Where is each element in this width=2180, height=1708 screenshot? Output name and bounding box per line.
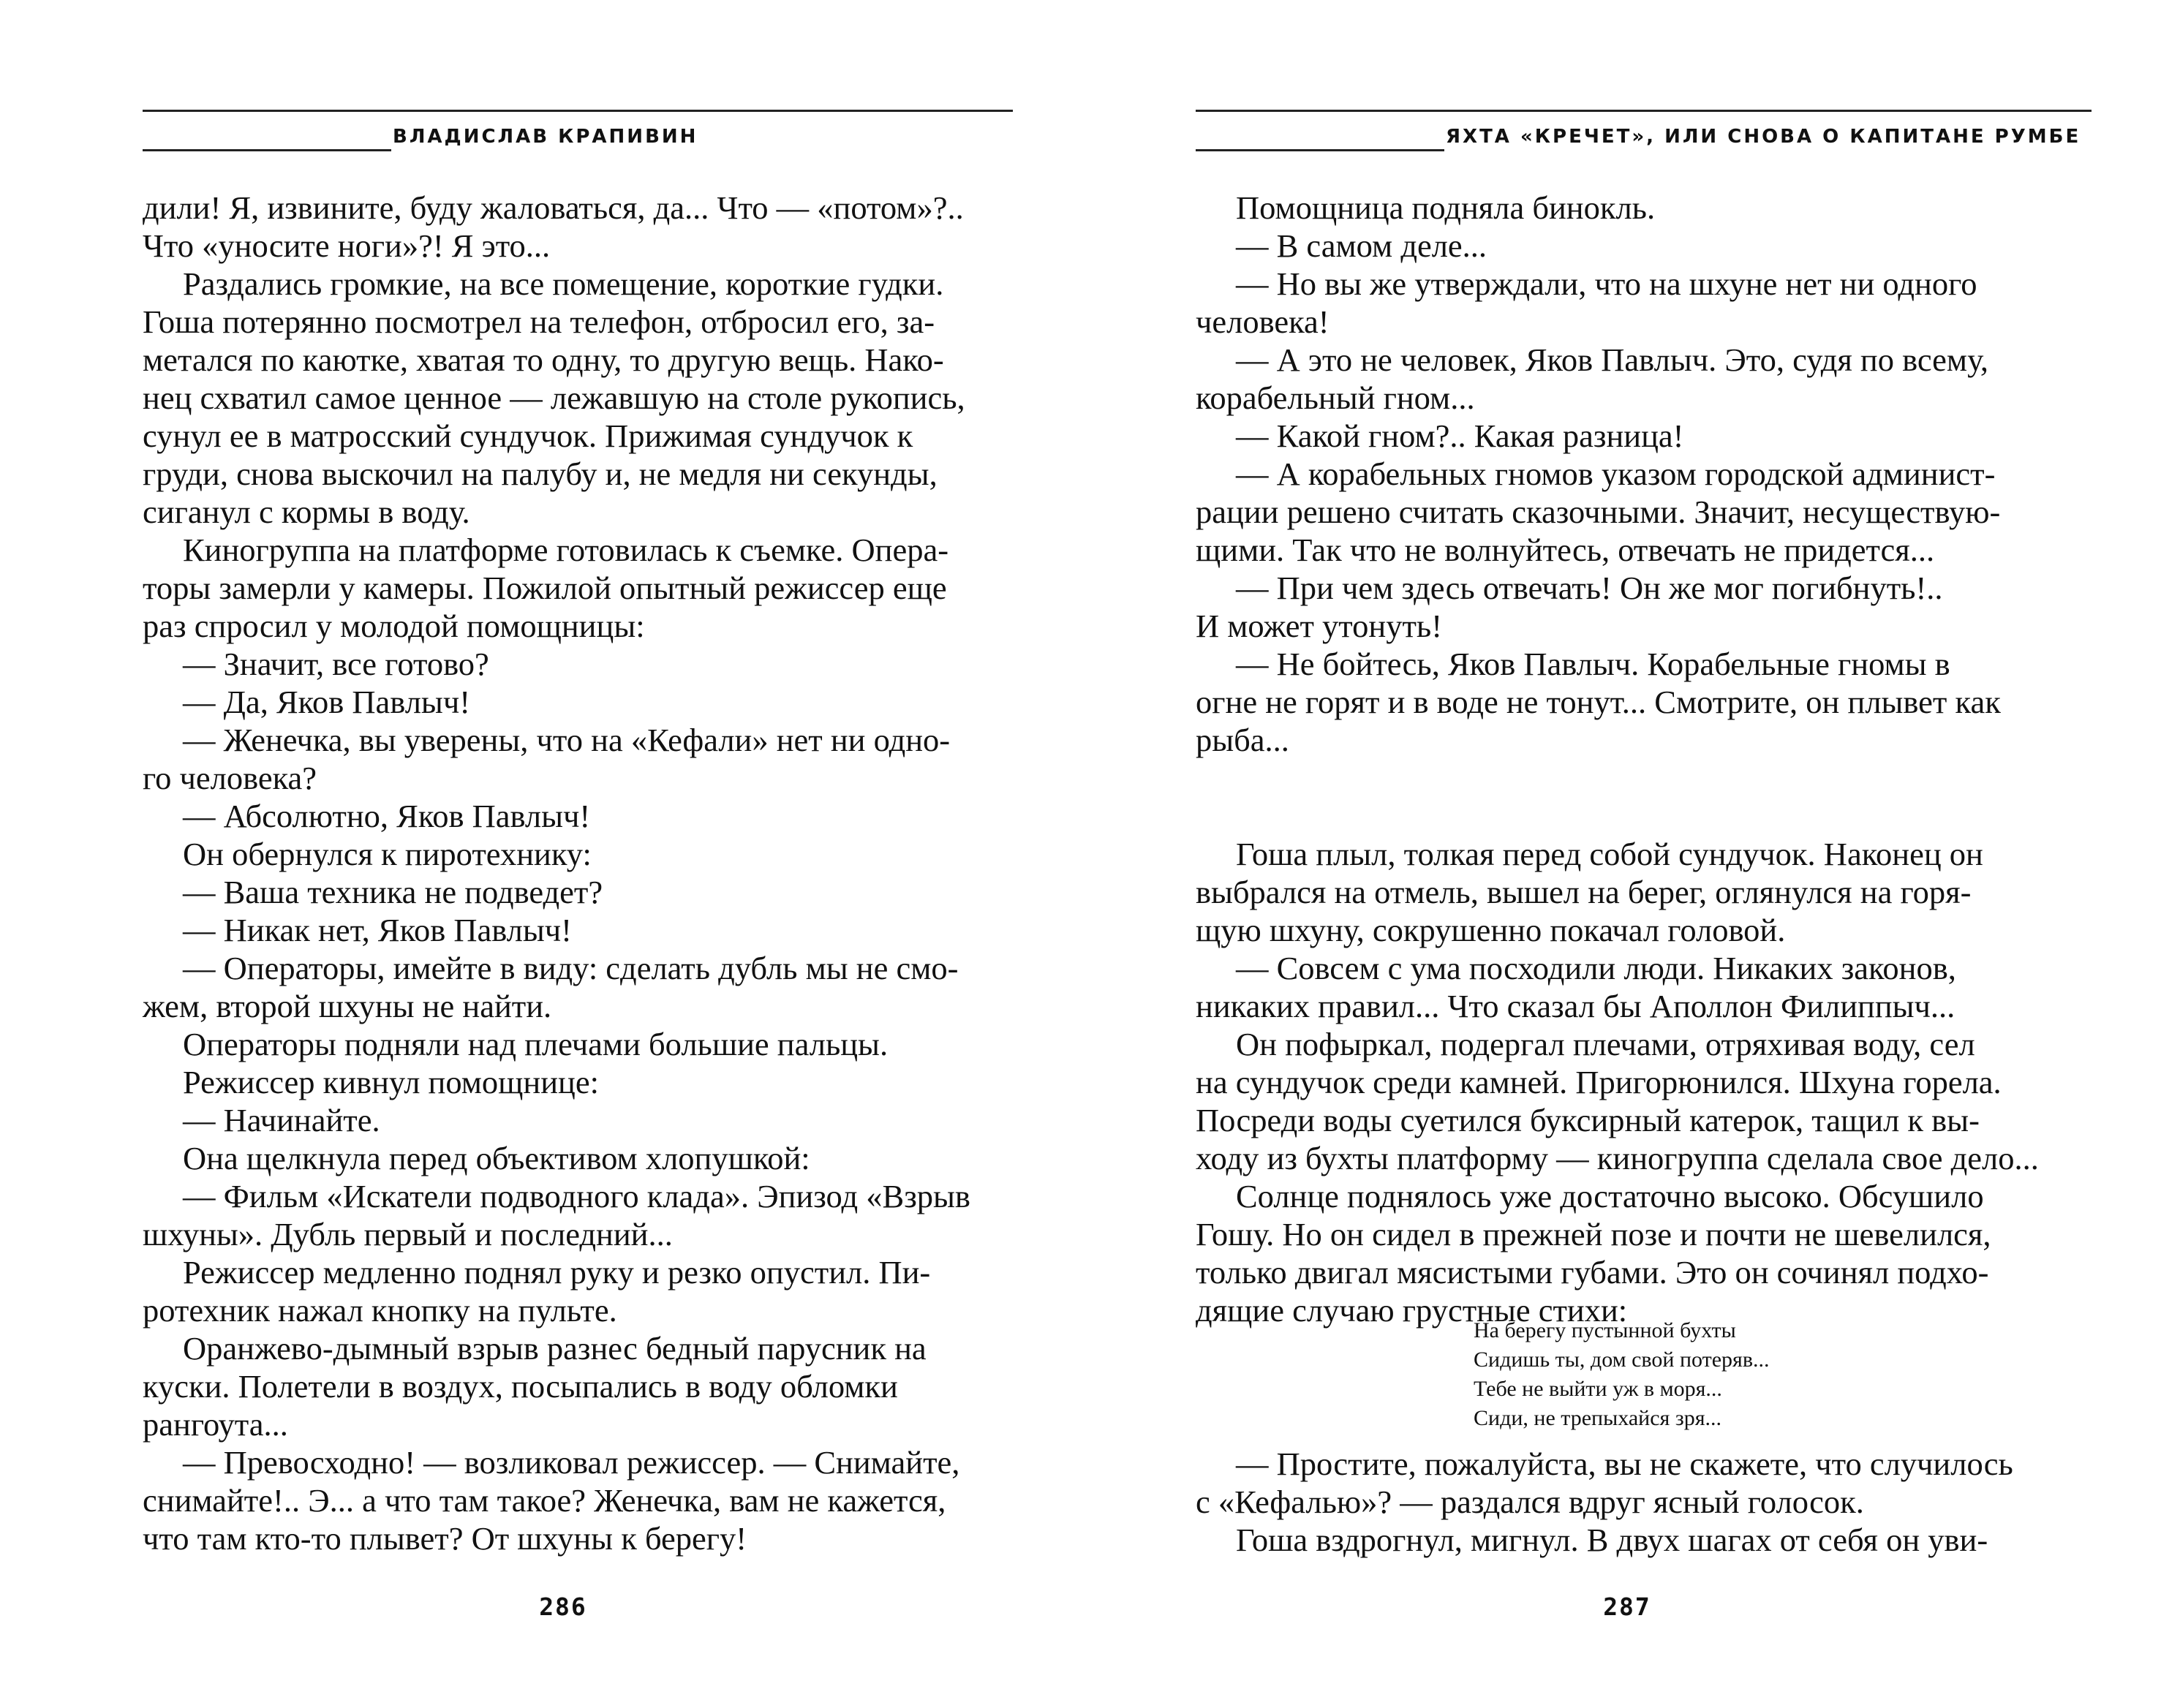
text-line: Оранжево-дымный взрыв разнес бедный парусник на: [183, 1330, 927, 1367]
text-line: И может утонуть!: [1196, 608, 1443, 644]
text-line: дящие случаю грустные стихи:: [1196, 1292, 1628, 1329]
text-line: человека!: [1196, 303, 1330, 340]
text-line: — Ваша техника не подведет?: [183, 874, 603, 910]
right-page: [1141, 0, 2179, 1708]
text-line: — Значит, все готово?: [183, 646, 489, 682]
text-line: дили! Я, извините, буду жаловаться, да... Что — «потом»?..: [143, 189, 964, 226]
left-page: [0, 0, 1038, 1708]
text-line: с «Кефалью»? — раздался вдруг ясный голосок.: [1196, 1484, 1864, 1520]
text-line: Операторы подняли над плечами большие пальцы.: [183, 1026, 889, 1062]
text-line: Помощница подняла бинокль.: [1236, 189, 1656, 226]
text-line: Он обернулся к пиротехнику:: [183, 836, 592, 872]
header-underline: [1196, 149, 1444, 151]
text-line: только двигал мясистыми губами. Это он сочинял подхо-: [1196, 1254, 1989, 1291]
text-line: торы замерли у камеры. Пожилой опытный режиссер еще: [143, 570, 947, 606]
text-line: нец схватил самое ценное — лежавшую на столе рукопись,: [143, 379, 965, 416]
header-rule: [1196, 110, 2092, 112]
page-number: 287: [1603, 1592, 1651, 1621]
text-line: — Совсем с ума посходили люди. Никаких законов,: [1236, 950, 1956, 986]
poem-line: Тебе не выйти уж в моря...: [1474, 1377, 1722, 1401]
text-line: что там кто-то плывет? От шхуны к берегу!: [143, 1520, 747, 1557]
text-line: — Простите, пожалуйста, вы не скажете, что случилось: [1236, 1446, 2013, 1482]
text-line: никаких правил... Что сказал бы Аполлон Филиппыч...: [1196, 988, 1955, 1024]
text-line: — При чем здесь отвечать! Он же мог погибнуть!..: [1236, 570, 1943, 606]
body-text-continued: [1196, 1445, 2092, 1559]
text-line: Она щелкнула перед объективом хлопушкой:: [183, 1140, 810, 1176]
text-line: метался по каютке, хватая то одну, то другую вещь. Нако-: [143, 341, 944, 378]
text-line: рангоута...: [143, 1406, 288, 1443]
text-line: сунул ее в матросский сундучок. Прижимая сундучок к: [143, 417, 913, 454]
text-line: жем, второй шхуны не найти.: [143, 988, 552, 1024]
text-line: — Да, Яков Павлыч!: [183, 684, 471, 720]
text-line: на сундучок среди камней. Пригорюнился. Шхуна горела.: [1196, 1064, 2002, 1100]
text-line: Солнце поднялось уже достаточно высоко. Обсушило: [1236, 1178, 1984, 1214]
running-title: ЯХТА «КРЕЧЕТ», ИЛИ СНОВА О КАПИТАНЕ РУМБЕ: [1446, 126, 2081, 148]
running-header: [1196, 110, 2092, 161]
text-line: снимайте!.. Э... а что там такое? Женечка, вам не кажется,: [143, 1482, 946, 1519]
page-number: 286: [539, 1592, 587, 1621]
text-line: ротехник нажал кнопку на пульте.: [143, 1292, 617, 1329]
body-text: [143, 189, 1013, 1557]
body-text: [1196, 189, 2092, 1329]
text-line: куски. Полетели в воздух, посыпались в воду обломки: [143, 1368, 898, 1405]
text-line: груди, снова выскочил на палубу и, не медля ни секунды,: [143, 456, 938, 492]
text-line: — Операторы, имейте в виду: сделать дубль мы не смо-: [183, 950, 959, 986]
text-line: — Абсолютно, Яков Павлыч!: [183, 798, 591, 834]
text-line: ходу из бухты платформу — киногруппа сделала свое дело...: [1196, 1140, 2039, 1176]
running-header: [143, 110, 1013, 161]
text-line: — Не бойтесь, Яков Павлыч. Корабельные гномы в: [1236, 646, 1950, 682]
text-line: раз спросил у молодой помощницы:: [143, 608, 645, 644]
text-line: — А корабельных гномов указом городской админист-: [1236, 456, 1996, 492]
text-line: Гоша вздрогнул, мигнул. В двух шагах от себя он уви-: [1236, 1522, 1988, 1558]
running-title: ВЛАДИСЛАВ КРАПИВИН: [393, 126, 698, 148]
text-line: сиганул с кормы в воду.: [143, 494, 470, 530]
text-line: Гоша плыл, толкая перед собой сундучок. Наконец он: [1236, 836, 1983, 872]
text-line: выбрался на отмель, вышел на берег, оглянулся на горя-: [1196, 874, 1972, 910]
text-line: го человека?: [143, 760, 317, 796]
text-line: рыба...: [1196, 722, 1289, 758]
section-break: [1196, 759, 2092, 835]
text-line: Киногруппа на платформе готовилась к съемке. Опера-: [183, 532, 949, 568]
text-line: — Но вы же утверждали, что на шхуне нет ни одного: [1236, 265, 1977, 302]
poem-line: Сиди, не трепыхайся зря...: [1474, 1406, 1721, 1430]
text-line: рации решено считать сказочными. Значит, несуществую-: [1196, 494, 2001, 530]
text-line: — А это не человек, Яков Павлыч. Это, судя по всему,: [1236, 341, 1988, 378]
text-line: Посреди воды суетился буксирный катерок, тащил к вы-: [1196, 1102, 1980, 1138]
text-line: Раздались громкие, на все помещение, короткие гудки.: [183, 265, 944, 302]
text-line: Гошу. Но он сидел в прежней позе и почти не шевелился,: [1196, 1216, 1991, 1252]
text-line: — Начинайте.: [183, 1102, 380, 1138]
poem: [1474, 1316, 1770, 1433]
text-line: шхуны». Дубль первый и последний...: [143, 1216, 673, 1252]
text-line: — Превосходно! — возликовал режиссер. — Снимайте,: [183, 1444, 960, 1481]
header-rule: [143, 110, 1013, 112]
text-line: Режиссер кивнул помощнице:: [183, 1064, 599, 1100]
text-line: щую шхуну, сокрушенно покачал головой.: [1196, 912, 1786, 948]
header-underline: [143, 149, 391, 151]
text-line: корабельный гном...: [1196, 379, 1475, 416]
text-line: — Никак нет, Яков Павлыч!: [183, 912, 572, 948]
poem-line: На берегу пустынной бухты: [1474, 1318, 1736, 1342]
text-line: огне не горят и в воде не тонут... Смотрите, он плывет как: [1196, 684, 2001, 720]
text-line: — В самом деле...: [1236, 227, 1487, 264]
text-line: — Женечка, вы уверены, что на «Кефали» нет ни одно-: [183, 722, 951, 758]
text-line: — Какой гном?.. Какая разница!: [1236, 417, 1684, 454]
text-line: Он пофыркал, подергал плечами, отряхивая воду, сел: [1236, 1026, 1975, 1062]
poem-line: Сидишь ты, дом свой потеряв...: [1474, 1348, 1770, 1372]
text-line: Гоша потерянно посмотрел на телефон, отбросил его, за-: [143, 303, 935, 340]
text-line: щими. Так что не волнуйтесь, отвечать не придется...: [1196, 532, 1935, 568]
text-line: Что «уносите ноги»?! Я это...: [143, 227, 551, 264]
text-line: Режиссер медленно поднял руку и резко опустил. Пи-: [183, 1254, 931, 1291]
text-line: — Фильм «Искатели подводного клада». Эпизод «Взрыв: [183, 1178, 970, 1214]
